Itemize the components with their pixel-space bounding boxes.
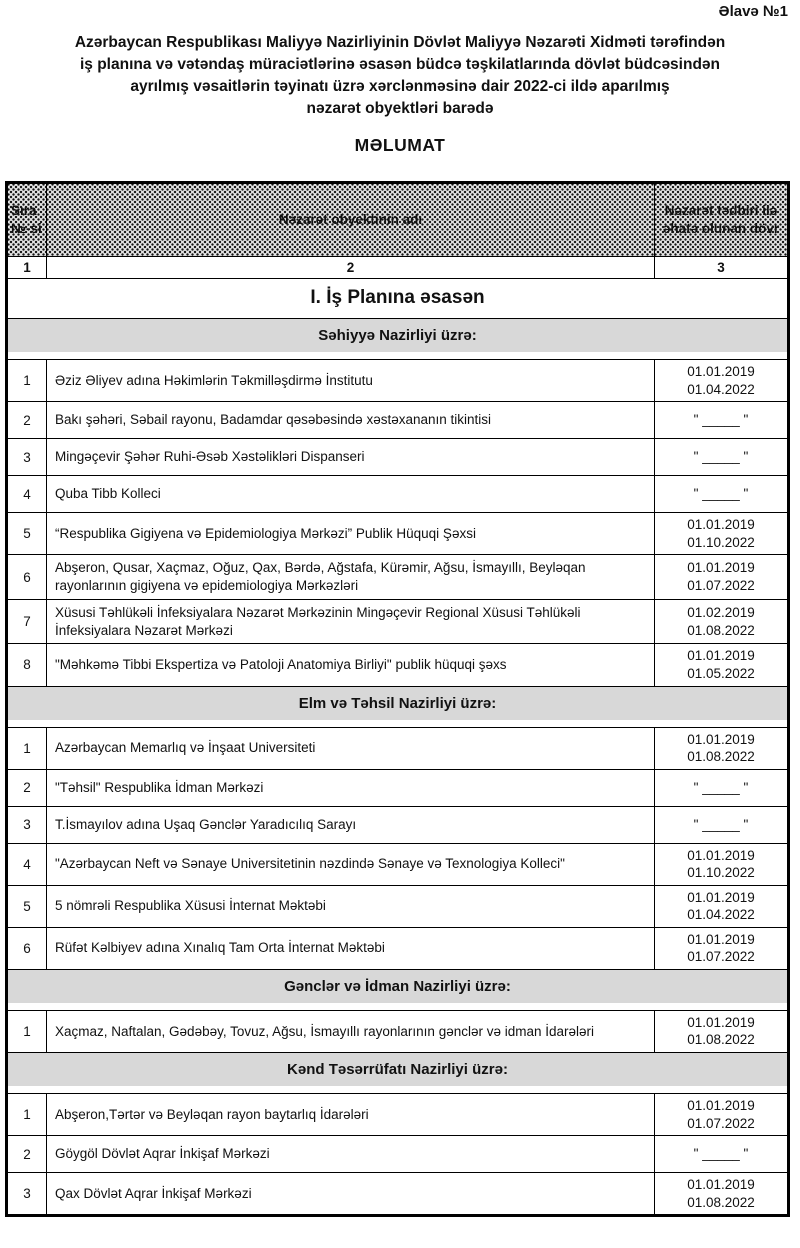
object-name: Xüsusi Təhlükəli İnfeksiyalara Nəzarət Mərkəzinin Mingəçevir Regional Xüsusi Təhlükəli İnfeksiyalara Nəzarət Mərkəzi <box>47 599 655 644</box>
row-number: 7 <box>7 599 47 644</box>
table-row <box>7 727 789 769</box>
control-period: 01.01.2019 01.04.2022 <box>655 360 789 402</box>
table-row <box>7 1094 789 1136</box>
section-title: Kənd Təsərrüfatı Nazirliyi üzrə: <box>8 1053 787 1086</box>
section-gap <box>8 1003 787 1010</box>
section-header-row <box>7 1053 789 1094</box>
col-header-number: Sıra №-si <box>7 183 47 257</box>
row-number: 2 <box>7 1136 47 1173</box>
document-title <box>26 32 774 120</box>
table-row <box>7 769 789 806</box>
col-header-object-name: Nəzarət obyektinin adı <box>47 183 655 257</box>
control-period: 01.01.2019 01.10.2022 <box>655 843 789 885</box>
control-period: " _____ " <box>655 1136 789 1173</box>
object-name: Abşeron,Tərtər və Beyləqan rayon baytarlıq İdarələri <box>47 1094 655 1136</box>
object-name: "Azərbaycan Neft və Sənaye Universitetinin nəzdində Sənaye və Texnologiya Kolleci" <box>47 843 655 885</box>
control-period: 01.01.2019 01.04.2022 <box>655 885 789 927</box>
object-name: Qax Dövlət Aqrar İnkişaf Mərkəzi <box>47 1173 655 1216</box>
control-period: " _____ " <box>655 439 789 476</box>
section-header-row <box>7 319 789 360</box>
control-period: 01.02.2019 01.08.2022 <box>655 599 789 644</box>
table-row <box>7 806 789 843</box>
table-row <box>7 1173 789 1216</box>
control-period: 01.01.2019 01.07.2022 <box>655 1094 789 1136</box>
section-title: Səhiyyə Nazirliyi üzrə: <box>8 319 787 352</box>
control-period: 01.01.2019 01.10.2022 <box>655 513 789 555</box>
document-title-line: nəzarət obyektləri barədə <box>306 100 494 117</box>
table-row <box>7 360 789 402</box>
row-number: 2 <box>7 402 47 439</box>
table-row <box>7 513 789 555</box>
control-period: 01.01.2019 01.08.2022 <box>655 1173 789 1216</box>
row-number: 6 <box>7 927 47 969</box>
control-period: 01.01.2019 01.08.2022 <box>655 727 789 769</box>
row-number: 4 <box>7 476 47 513</box>
control-period: 01.01.2019 01.07.2022 <box>655 927 789 969</box>
object-name: "Təhsil" Respublika İdman Mərkəzi <box>47 769 655 806</box>
section-header-row <box>7 969 789 1010</box>
table-row <box>7 644 789 686</box>
control-period: 01.01.2019 01.05.2022 <box>655 644 789 686</box>
document-title-line: ayrılmış vəsaitlərin təyinatı üzrə xərclənməsinə dair 2022-ci ildə aparılmış <box>130 78 670 95</box>
row-number: 5 <box>7 885 47 927</box>
table-row <box>7 843 789 885</box>
section-title: Elm və Təhsil Nazirliyi üzrə: <box>8 687 787 720</box>
row-number: 3 <box>7 439 47 476</box>
object-name: T.İsmayılov adına Uşaq Gənclər Yaradıcılıq Sarayı <box>47 806 655 843</box>
row-number: 3 <box>7 1173 47 1216</box>
object-name: “Respublika Gigiyena və Epidemiologiya Mərkəzi” Publik Hüquqi Şəxsi <box>47 513 655 555</box>
section-gap <box>8 1086 787 1093</box>
table-row <box>7 476 789 513</box>
control-period: 01.01.2019 01.08.2022 <box>655 1010 789 1052</box>
table-row <box>7 439 789 476</box>
control-objects-table <box>5 181 790 1217</box>
row-number: 3 <box>7 806 47 843</box>
section-gap <box>8 720 787 727</box>
column-number-2: 2 <box>47 257 655 279</box>
row-number: 4 <box>7 843 47 885</box>
document-title-line: iş planına və vətəndaş müraciətlərinə əsasən büdcə təşkilatlarında dövlət büdcəsindən <box>79 56 721 73</box>
section-header-row <box>7 686 789 727</box>
object-name: Bakı şəhəri, Səbail rayonu, Badamdar qəsəbəsində xəstəxananın tikintisi <box>47 402 655 439</box>
column-number-1: 1 <box>7 257 47 279</box>
object-name: "Məhkəmə Tibbi Ekspertiza və Patoloji Anatomiya Birliyi" publik hüquqi şəxs <box>47 644 655 686</box>
object-name: 5 nömrəli Respublika Xüsusi İnternat Məktəbi <box>47 885 655 927</box>
document-title-line: Azərbaycan Respublikası Maliyyə Nazirliyinin Dövlət Maliyyə Nəzarəti Xidməti tərəfindən <box>74 34 726 51</box>
row-number: 1 <box>7 360 47 402</box>
object-name: Əziz Əliyev adına Həkimlərin Təkmilləşdirmə İnstitutu <box>47 360 655 402</box>
row-number: 6 <box>7 555 47 600</box>
object-name: Göygöl Dövlət Aqrar İnkişaf Mərkəzi <box>47 1136 655 1173</box>
object-name: Xaçmaz, Naftalan, Gədəbəy, Tovuz, Ağsu, İsmayıllı rayonlarının gənclər və idman İdarələri <box>47 1010 655 1052</box>
row-number: 8 <box>7 644 47 686</box>
section-gap <box>8 352 787 359</box>
row-number: 2 <box>7 769 47 806</box>
control-period: " _____ " <box>655 476 789 513</box>
control-period: " _____ " <box>655 769 789 806</box>
object-name: Quba Tibb Kolleci <box>47 476 655 513</box>
part-header-row <box>7 279 789 319</box>
row-number: 1 <box>7 1010 47 1052</box>
document-heading: MƏLUMAT <box>354 135 446 155</box>
object-name: Azərbaycan Memarlıq və İnşaat Universiteti <box>47 727 655 769</box>
row-number: 1 <box>7 727 47 769</box>
control-period: " _____ " <box>655 402 789 439</box>
control-period: 01.01.2019 01.07.2022 <box>655 555 789 600</box>
column-number-3: 3 <box>655 257 789 279</box>
control-period: " _____ " <box>655 806 789 843</box>
object-name: Rüfət Kəlbiyev adına Xınalıq Tam Orta İnternat Məktəbi <box>47 927 655 969</box>
part-header: I. İş Planına əsasən <box>7 279 789 319</box>
table-row <box>7 927 789 969</box>
object-name: Mingəçevir Şəhər Ruhi-Əsəb Xəstəlikləri Dispanseri <box>47 439 655 476</box>
section-title: Gənclər və İdman Nazirliyi üzrə: <box>8 970 787 1003</box>
table-row <box>7 885 789 927</box>
row-number: 1 <box>7 1094 47 1136</box>
table-row <box>7 1010 789 1052</box>
table-header-row <box>7 183 789 257</box>
table-row <box>7 599 789 644</box>
table-row <box>7 402 789 439</box>
annex-label: Əlavə №1 <box>718 3 788 20</box>
object-name: Abşeron, Qusar, Xaçmaz, Oğuz, Qax, Bərdə, Ağstafa, Kürəmir, Ağsu, İsmayıllı, Beyləqan rayonlarının gigiyena və epidemiologiya Mərkəzləri <box>47 555 655 600</box>
column-number-row <box>7 257 789 279</box>
table-row <box>7 555 789 600</box>
table-row <box>7 1136 789 1173</box>
row-number: 5 <box>7 513 47 555</box>
col-header-period: Nəzarət tədbiri ilə əhatə olunan dövr <box>655 183 789 257</box>
